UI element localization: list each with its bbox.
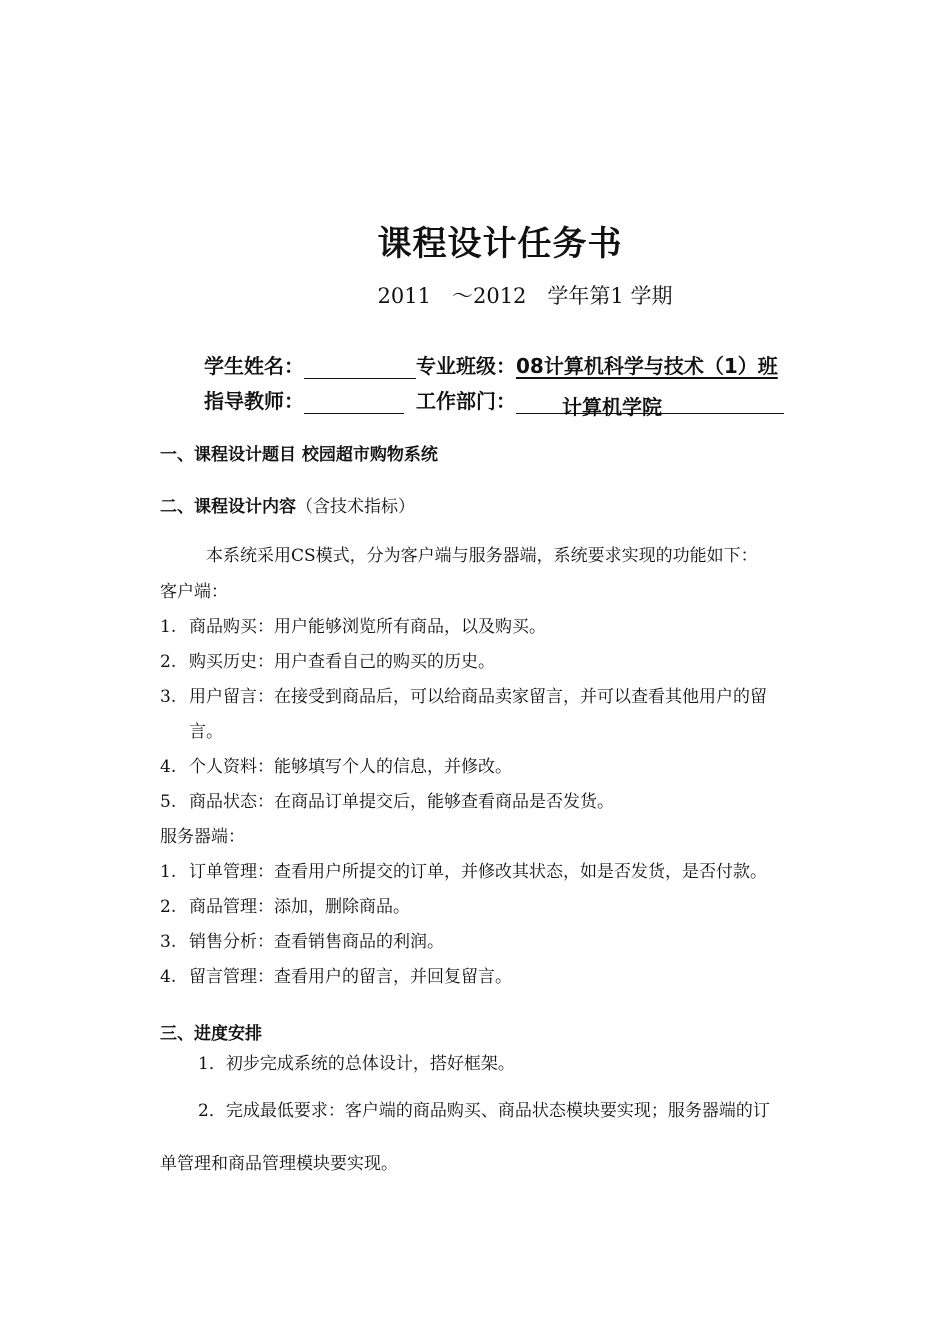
list-number: 4. xyxy=(160,757,177,777)
list-text: 留言管理：查看用户的留言，并回复留言。 xyxy=(189,967,512,987)
list-text: 购买历史：用户查看自己的购买的历史。 xyxy=(189,652,495,672)
list-number: 1. xyxy=(160,862,177,882)
server-item-1 xyxy=(160,861,767,885)
teacher-label: 指导教师： xyxy=(204,389,304,413)
student-name-blank xyxy=(304,356,416,379)
client-item-3 xyxy=(160,686,767,710)
list-text: 个人资料：能够填写个人的信息，并修改。 xyxy=(189,757,512,777)
list-text: 商品管理：添加，删除商品。 xyxy=(189,897,410,917)
list-text: 商品状态：在商品订单提交后，能够查看商品是否发货。 xyxy=(189,792,614,812)
list-number: 2. xyxy=(160,652,177,672)
list-text: 用户留言：在接受到商品后，可以给商品卖家留言，并可以查看其他用户的留 xyxy=(189,687,767,707)
section-1-title: 一、课程设计题目 xyxy=(160,445,296,465)
student-info-row-1 xyxy=(204,350,778,379)
server-item-2 xyxy=(160,896,410,920)
server-item-3 xyxy=(160,931,444,955)
section-3-heading: 三、进度安排 xyxy=(160,1024,262,1044)
section-2-heading xyxy=(160,492,415,517)
major-class-value: 08计算机科学与技术（1）班 xyxy=(516,354,778,378)
teacher-blank xyxy=(304,391,404,414)
list-text: 订单管理：查看用户所提交的订单，并修改其状态，如是否发货，是否付款。 xyxy=(189,862,767,882)
list-number: 4. xyxy=(160,967,177,987)
list-text: 商品购买：用户能够浏览所有商品，以及购买。 xyxy=(189,617,546,637)
student-info-row-2 xyxy=(204,385,784,419)
academic-term: 2011 ～2012 学年第1 学期 xyxy=(377,284,673,308)
list-number: 5. xyxy=(160,792,177,812)
schedule-step-2-continued: 单管理和商品管理模块要实现。 xyxy=(160,1154,398,1174)
client-item-1 xyxy=(160,616,546,640)
major-class-label: 专业班级： xyxy=(416,354,516,378)
list-number: 3. xyxy=(160,687,177,707)
department-label: 工作部门： xyxy=(416,389,516,413)
list-number: 3. xyxy=(160,932,177,952)
section-2-title: 二、课程设计内容 xyxy=(160,497,296,517)
department-value: 计算机学院 xyxy=(562,395,662,419)
section-2-intro: 本系统采用CS模式，分为客户端与服务器端，系统要求实现的功能如下： xyxy=(206,546,758,566)
schedule-step-1: 1．初步完成系统的总体设计，搭好框架。 xyxy=(198,1054,515,1074)
list-number: 1. xyxy=(160,617,177,637)
client-item-3-continued: 言。 xyxy=(189,722,223,742)
server-item-4 xyxy=(160,966,512,990)
list-number: 2. xyxy=(160,897,177,917)
schedule-step-2: 2．完成最低要求：客户端的商品购买、商品状态模块要实现；服务器端的订 xyxy=(198,1101,770,1121)
section-2-note: （含技术指标） xyxy=(296,497,415,517)
course-topic: 校园超市购物系统 xyxy=(301,445,438,465)
section-1-heading xyxy=(160,440,438,465)
department-blank xyxy=(516,391,784,419)
client-item-2 xyxy=(160,651,495,675)
student-name-label: 学生姓名： xyxy=(204,354,304,378)
list-text: 销售分析：查看销售商品的利润。 xyxy=(189,932,444,952)
client-label: 客户端： xyxy=(160,582,228,602)
client-item-5 xyxy=(160,791,614,815)
document-title: 课程设计任务书 xyxy=(377,224,623,264)
server-label: 服务器端： xyxy=(160,827,245,847)
client-item-4 xyxy=(160,756,512,780)
